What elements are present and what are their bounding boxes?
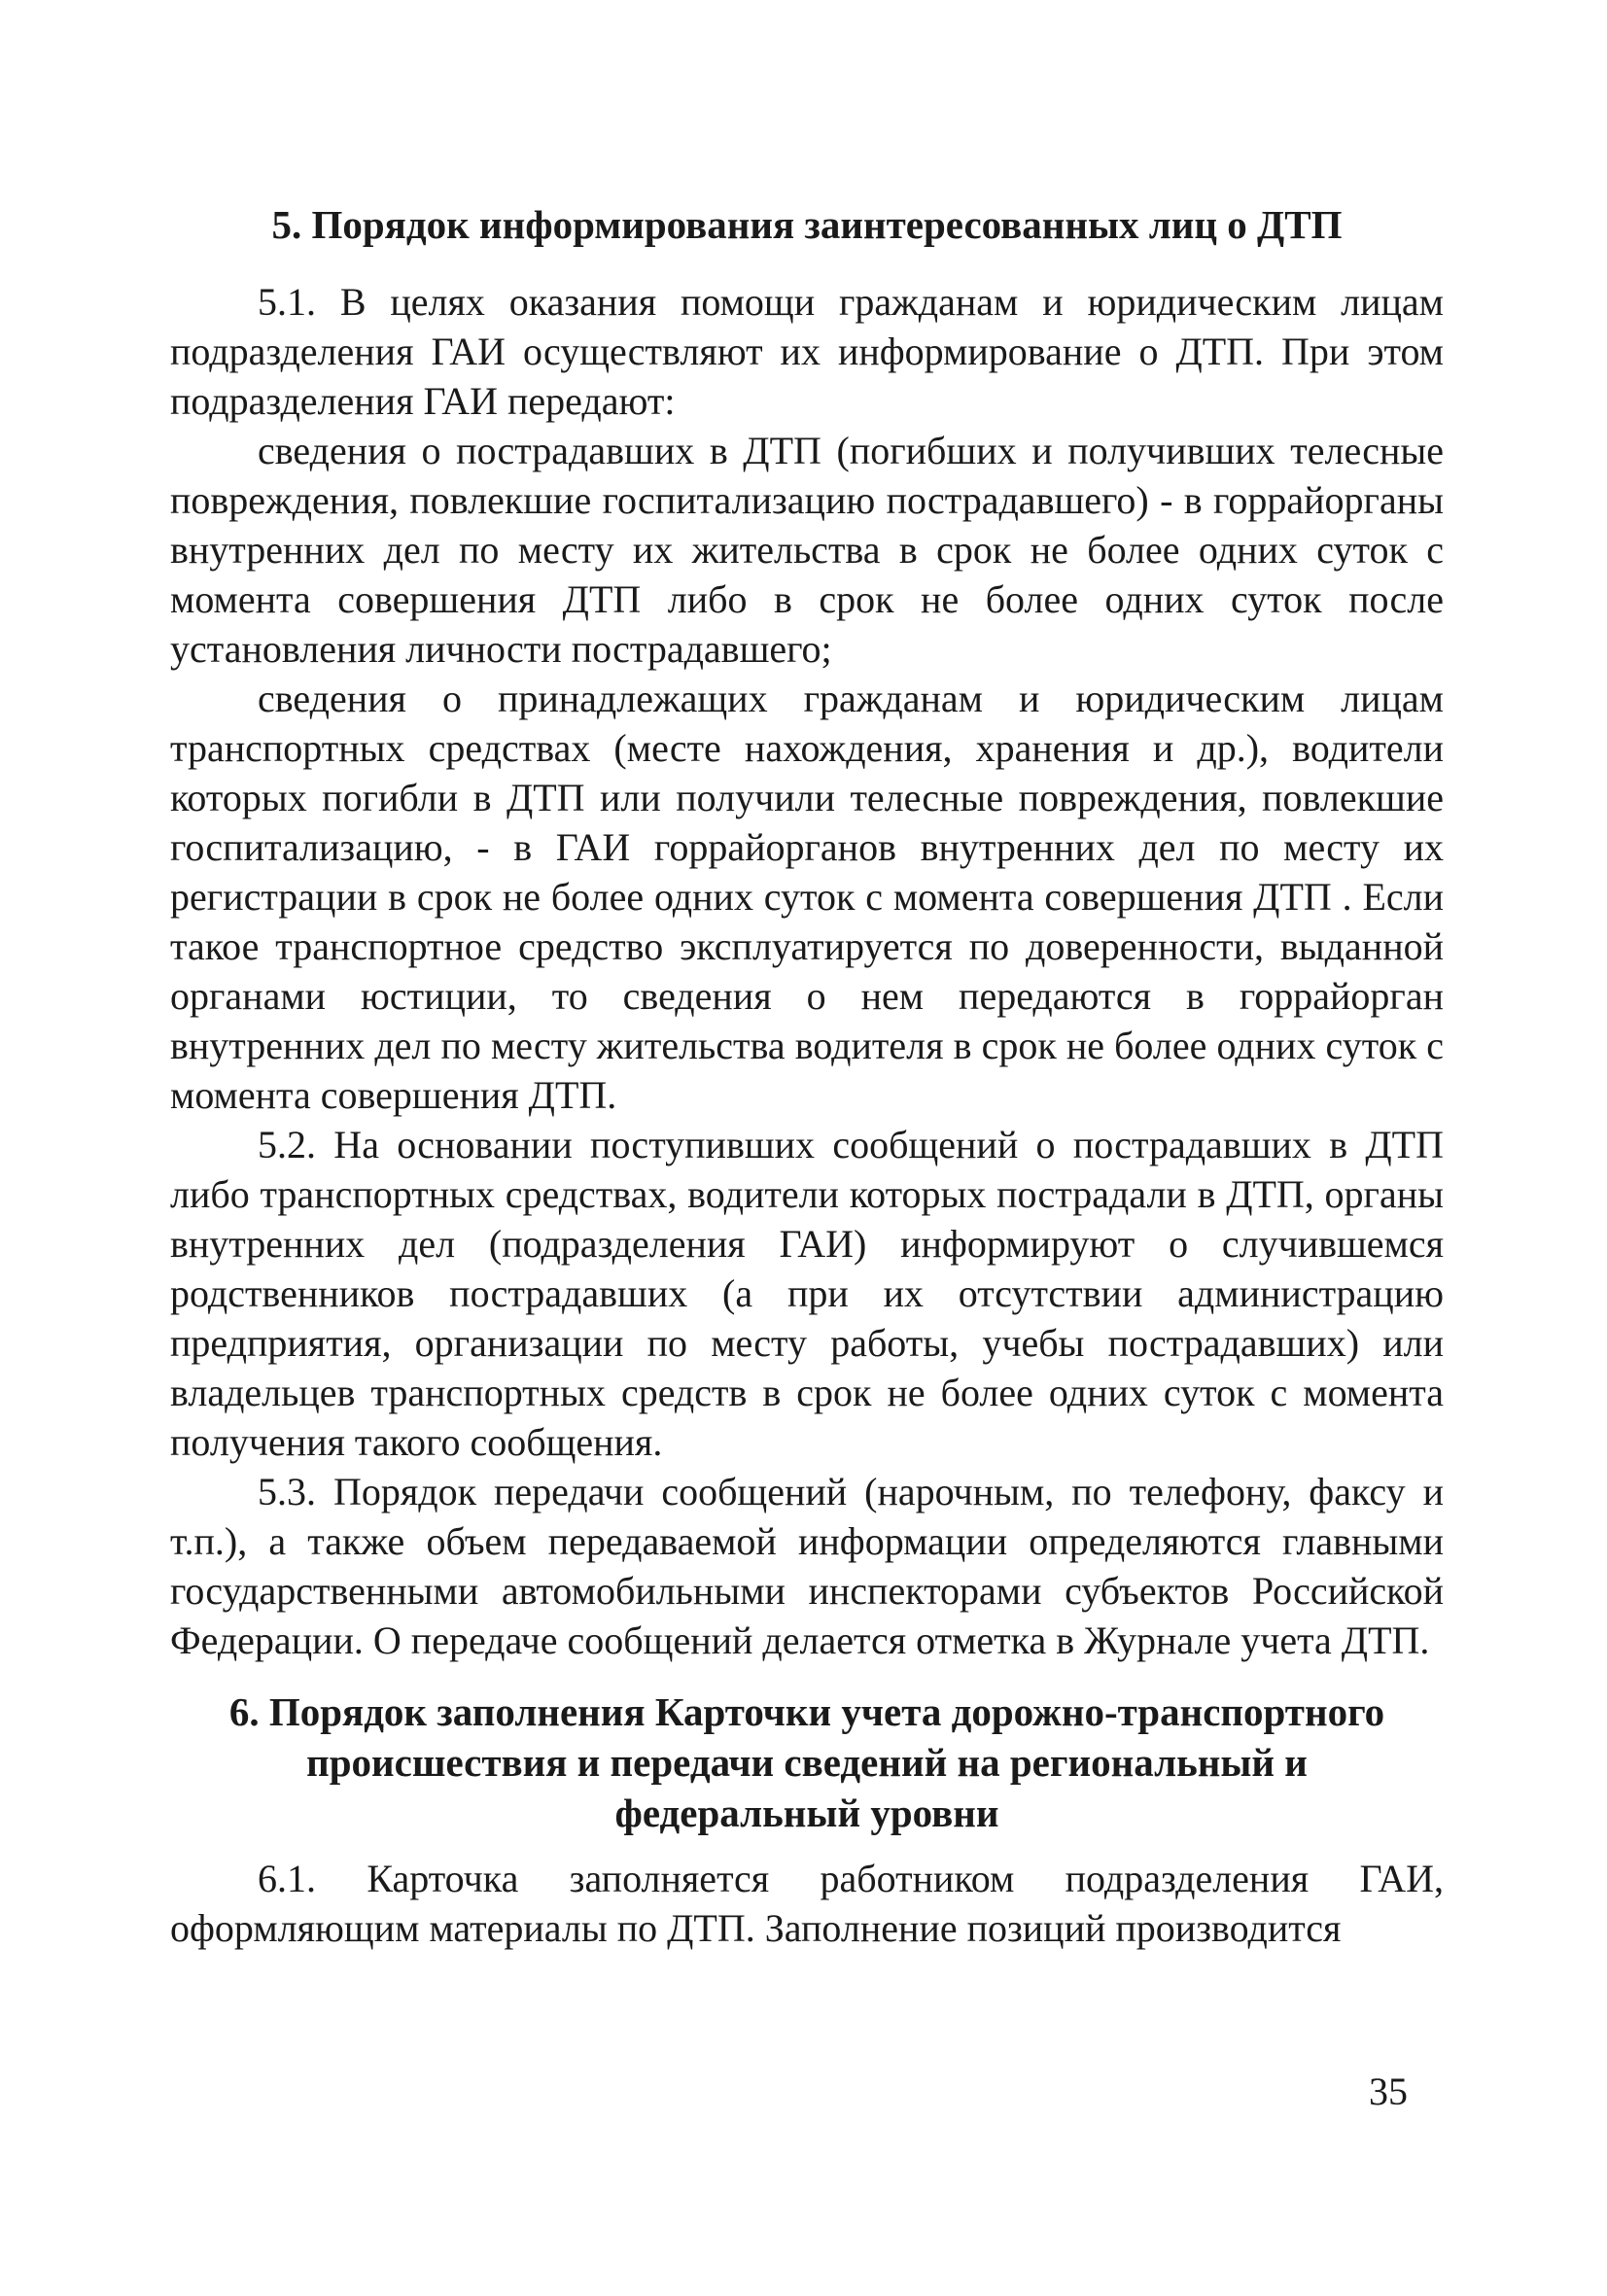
section-5-title: 5. Порядок информирования заинтересованных лиц о ДТП: [271, 202, 1343, 247]
page-number: 35: [1369, 2070, 1408, 2113]
section-6-title-line-1: 6. Порядок заполнения Карточки учета дорожно-транспортного: [228, 1689, 1385, 1734]
paragraph-vehicle-info: сведения о принадлежащих гражданам и юридическим лицам транспортных средствах (месте нахождения, хранения и др.), водители которых погибли в ДТП или получили телесные повреждения, повлекшие госпитализацию, - в ГАИ горрайорганов внутренних дел по месту их регистрации в срок не более одних суток с момента совершения ДТП . Если такое транспортное средство эксплуатируется по доверенности, выданной органами юстиции, то сведения о нем передаются в горрайорган внутренних дел по месту жительства водителя в срок не более одних суток с момента совершения ДТП.: [170, 677, 1444, 1117]
paragraph-5-2: 5.2. На основании поступивших сообщений о пострадавших в ДТП либо транспортных средствах, водители которых пострадали в ДТП, органы внутренних дел (подразделения ГАИ) информируют о случившемся родственников пострадавших (а при их отсутствии администрацию предприятия, организации по месту работы, учебы пострадавших) или владельцев транспортных средств в срок не более одних суток с момента получения такого сообщения.: [170, 1123, 1444, 1464]
document-page: [170, 199, 1444, 1953]
paragraph-injured-info: сведения о пострадавших в ДТП (погибших и получивших телесные повреждения, повлекшие госпитализацию пострадавшего) - в горрайорганы внутренних дел по месту их жительства в срок не более одних суток с момента совершения ДТП либо в срок не более одних суток после установления личности пострадавшего;: [170, 429, 1444, 671]
paragraph-6-1: 6.1. Карточка заполняется работником подразделения ГАИ, оформляющим материалы по ДТП. Заполнение позиций производится: [170, 1857, 1444, 1950]
paragraph-5-3: 5.3. Порядок передачи сообщений (нарочным, по телефону, факсу и т.п.), а также объем передаваемой информации определяются главными государственными автомобильными инспекторами субъектов Российской Федерации. О передаче сообщений делается отметка в Журнале учета ДТП.: [170, 1470, 1444, 1662]
paragraph-5-1: 5.1. В целях оказания помощи гражданам и юридическим лицам подразделения ГАИ осуществляют их информирование о ДТП. При этом подразделения ГАИ передают:: [170, 280, 1444, 423]
section-6-title-line-3: федеральный уровни: [614, 1791, 999, 1835]
section-6-title: [170, 1687, 1444, 1838]
section-6-title-line-2: происшествия и передачи сведений на региональный и: [306, 1740, 1308, 1785]
